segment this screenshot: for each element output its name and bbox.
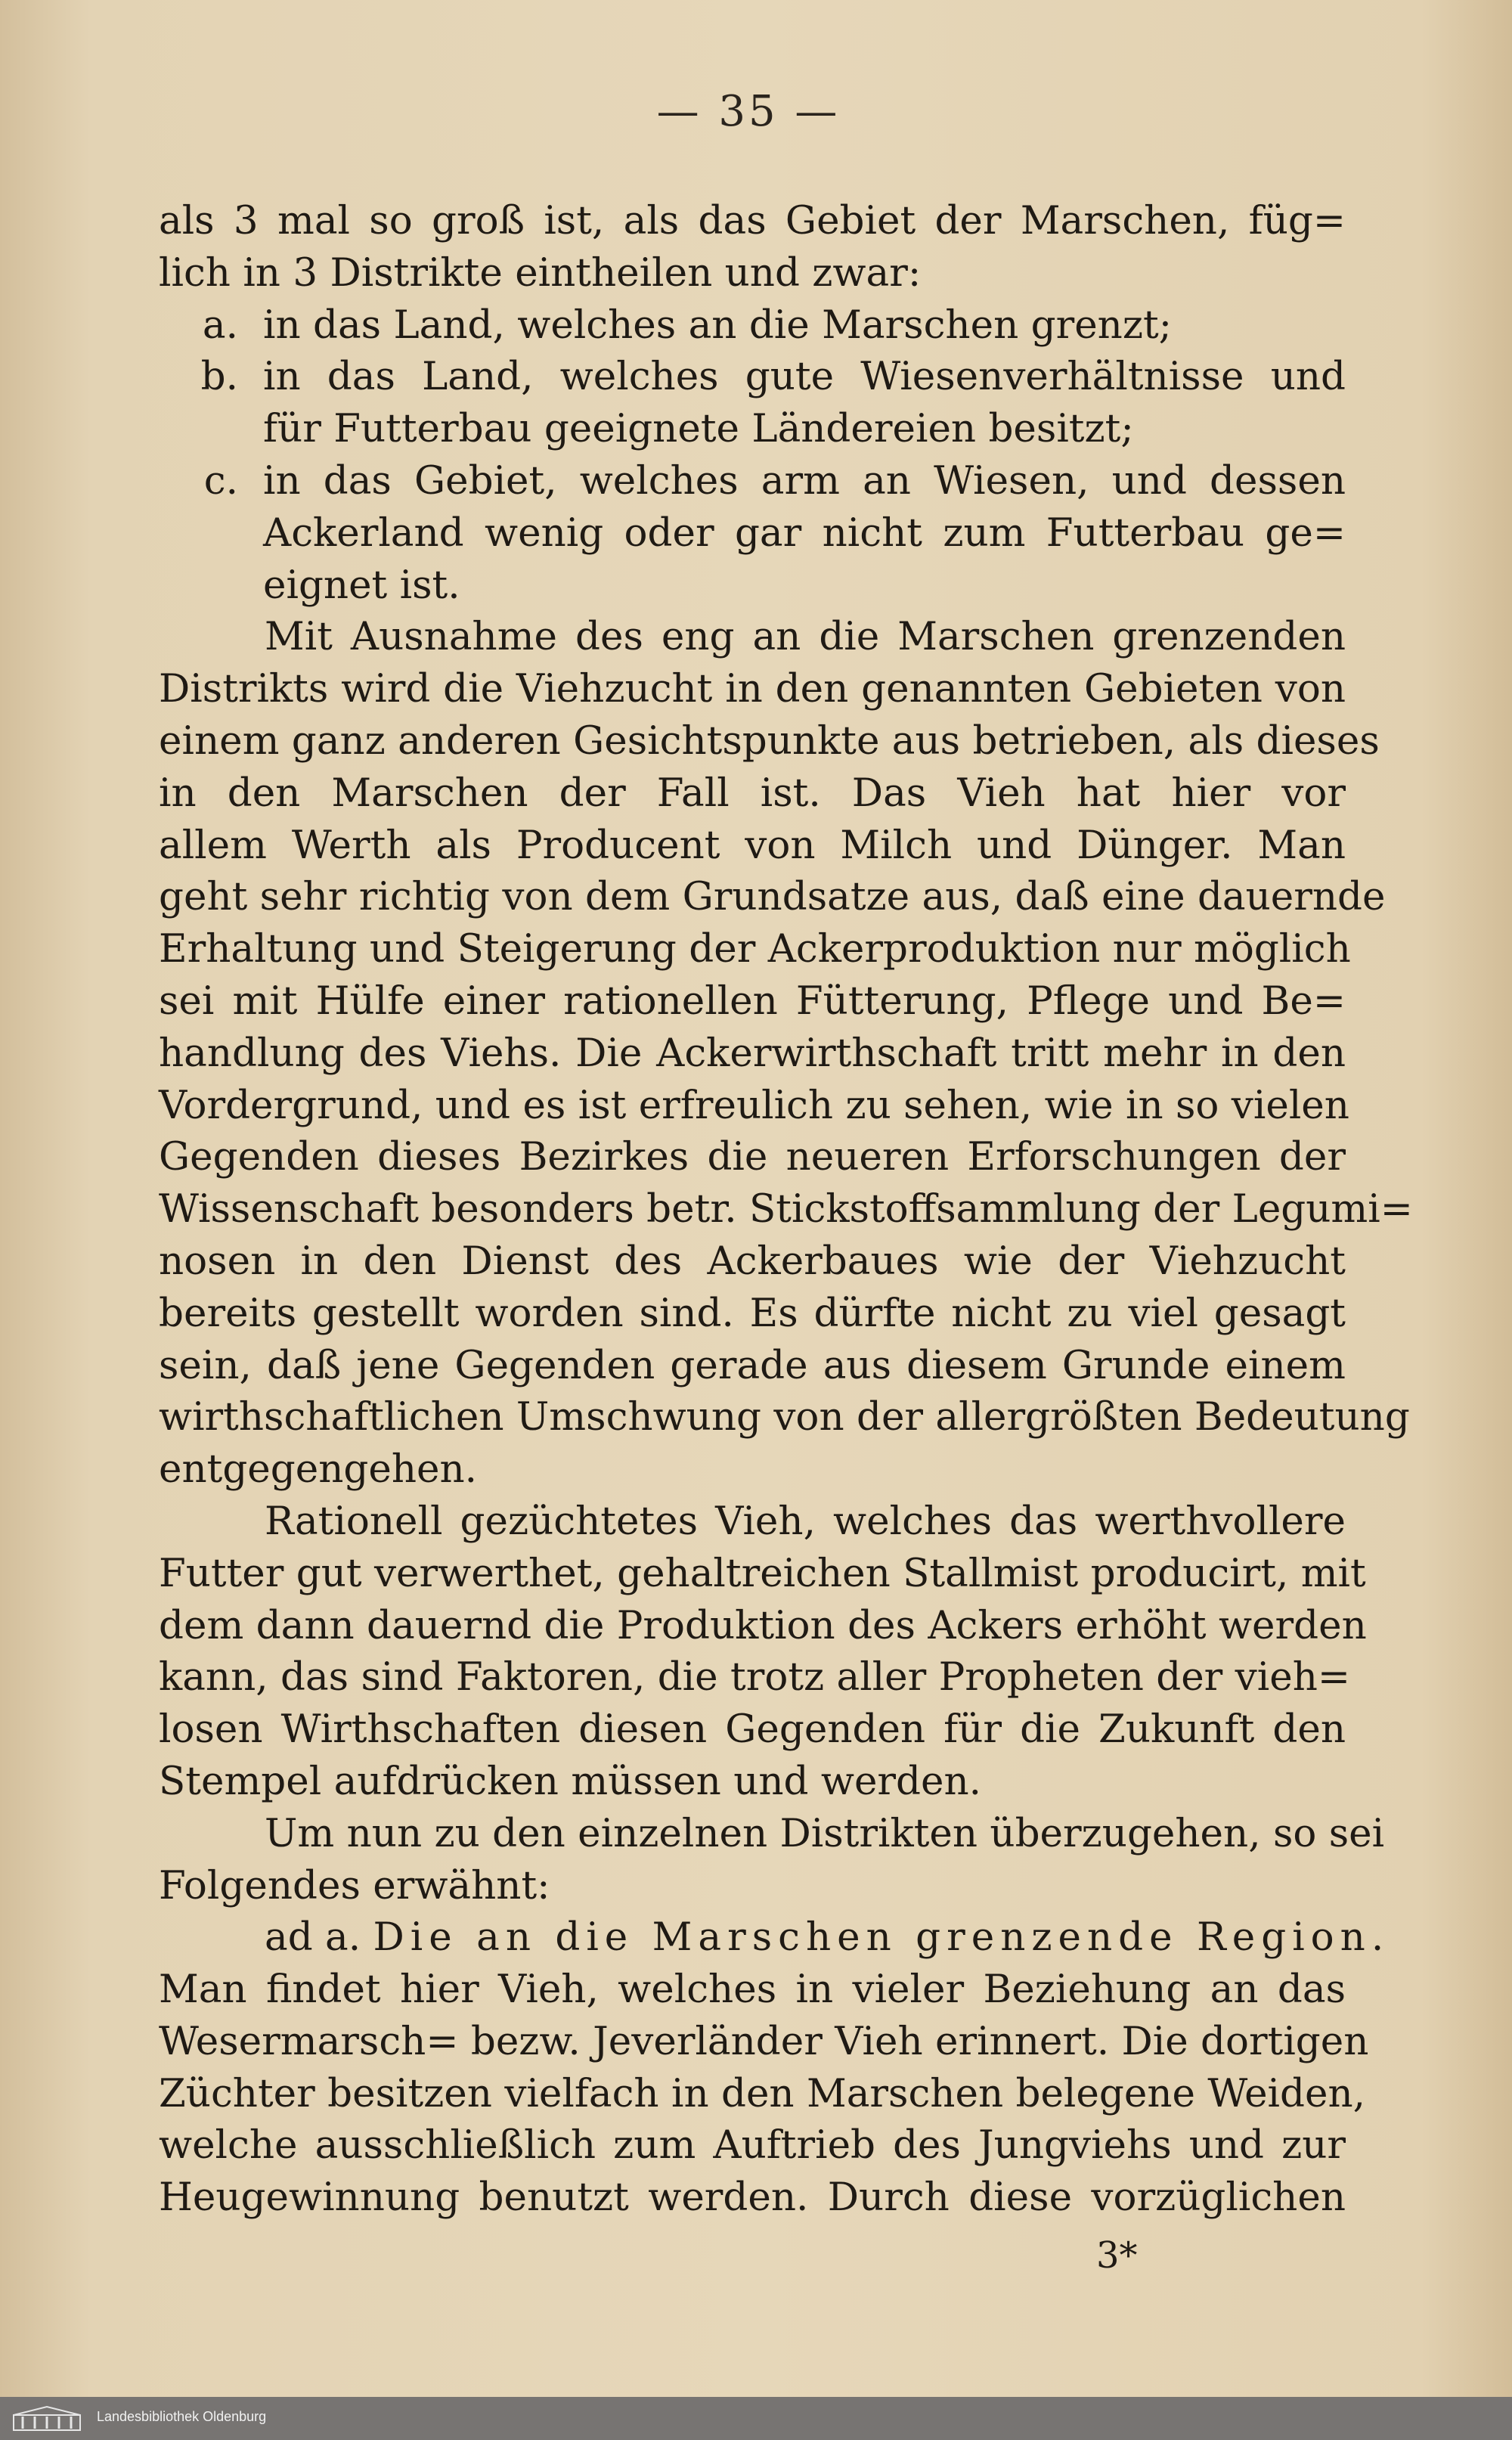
section-heading: Die an die Marschen grenzende Region. (373, 1914, 1390, 1961)
paragraph-first-line: Mit Ausnahme des eng an die Marschen grenzenden (265, 614, 1346, 660)
paragraph-first-line: Um nun zu den einzelnen Distrikten überzugehen, so sei (265, 1810, 1385, 1856)
list-continuation: eignet ist. (263, 562, 460, 608)
body-text (159, 195, 1413, 2224)
text-line: losen Wirthschaften diesen Gegenden für die Zukunft den (159, 1707, 1346, 1753)
text-line: entgegengehen. (159, 1446, 478, 1493)
text-line: Wissenschaft besonders betr. Stickstoffsammlung der Legumi= (159, 1186, 1413, 1232)
text-line: wirthschaftlichen Umschwung von der allergrößten Bedeutung (159, 1394, 1410, 1440)
text-line: in den Marschen der Fall ist. Das Vieh hat hier vor (159, 770, 1346, 816)
text-line: Heugewinnung benutzt werden. Durch diese vorzüglichen (159, 2175, 1346, 2221)
section-heading-line (159, 1911, 1390, 1964)
text-line: als 3 mal so groß ist, als das Gebiet der Marschen, füg= (159, 198, 1346, 243)
text-line: Erhaltung und Steigerung der Ackerproduktion nur möglich (159, 926, 1351, 972)
text-line: Gegenden dieses Bezirkes die neueren Erforschungen der (159, 1134, 1346, 1180)
text-line: handlung des Viehs. Die Ackerwirthschaft tritt mehr in den (159, 1030, 1346, 1076)
text-line: geht sehr richtig von dem Grundsatze aus, daß eine dauernde (159, 874, 1386, 920)
text-line: Züchter besitzen vielfach in den Marschen belegene Weiden, (159, 2070, 1365, 2116)
list-text: in das Gebiet, welches arm an Wiesen, und dessen (263, 457, 1346, 504)
list-item-c (159, 455, 1346, 507)
list-label: c. (203, 457, 238, 504)
signature-mark: 3* (1096, 2234, 1138, 2277)
text-line: einem ganz anderen Gesichtspunkte aus betrieben, als dieses (159, 718, 1380, 764)
list-label: a. (202, 302, 238, 348)
text-line: nosen in den Dienst des Ackerbaues wie der Viehzucht (159, 1238, 1346, 1284)
section-prefix: ad a. (265, 1914, 373, 1961)
text-line: Man findet hier Vieh, welches in vieler Beziehung an das (159, 1967, 1346, 2013)
list-text: in das Land, welches an die Marschen grenzt; (263, 302, 1173, 348)
text-line: Distrikts wird die Viehzucht in den genannten Gebieten von (159, 666, 1346, 712)
text-line: sei mit Hülfe einer rationellen Fütterung, Pflege und Be= (159, 978, 1346, 1024)
text-line: Stempel aufdrücken müssen und werden. (159, 1758, 982, 1804)
list-text: in das Land, welches gute Wiesenverhältnisse und (263, 354, 1346, 400)
text-line: allem Werth als Producent von Milch und Dünger. Man (159, 822, 1346, 868)
list-continuation: für Futterbau geeignete Ländereien besitzt; (263, 406, 1134, 452)
text-line: bereits gestellt worden sind. Es dürfte nicht zu viel gesagt (159, 1290, 1346, 1336)
text-line: Vordergrund, und es ist erfreulich zu sehen, wie in so vielen (159, 1082, 1349, 1128)
page-number: — 35 — (656, 87, 841, 136)
text-line: sein, daß jene Gegenden gerade aus diesem Grunde einem (159, 1342, 1346, 1388)
text-line: dem dann dauernd die Produktion des Ackers erhöht werden (159, 1602, 1367, 1648)
paragraph-first-line: Rationell gezüchtetes Vieh, welches das werthvollere (265, 1498, 1346, 1544)
text-line: welche ausschließlich zum Auftrieb des Jungviehs und zur (159, 2122, 1346, 2169)
list-item-b (159, 351, 1346, 403)
library-name: Landesbibliothek Oldenburg (97, 2409, 267, 2424)
list-item-a (159, 299, 1346, 352)
text-line: Wesermarsch= bezw. Jeverländer Vieh erinnert. Die dortigen (159, 2018, 1369, 2064)
text-line: kann, das sind Faktoren, die trotz aller Propheten der vieh= (159, 1654, 1351, 1701)
footer-bar (0, 2397, 1512, 2440)
text-line: Folgendes erwähnt: (159, 1862, 550, 1908)
text-line: lich in 3 Distrikte eintheilen und zwar: (159, 250, 922, 296)
list-label: b. (200, 354, 238, 400)
list-continuation: Ackerland wenig oder gar nicht zum Futterbau ge= (263, 510, 1346, 556)
text-line: Futter gut verwerthet, gehaltreichen Stallmist producirt, mit (159, 1550, 1366, 1596)
library-building-icon (11, 2404, 83, 2433)
